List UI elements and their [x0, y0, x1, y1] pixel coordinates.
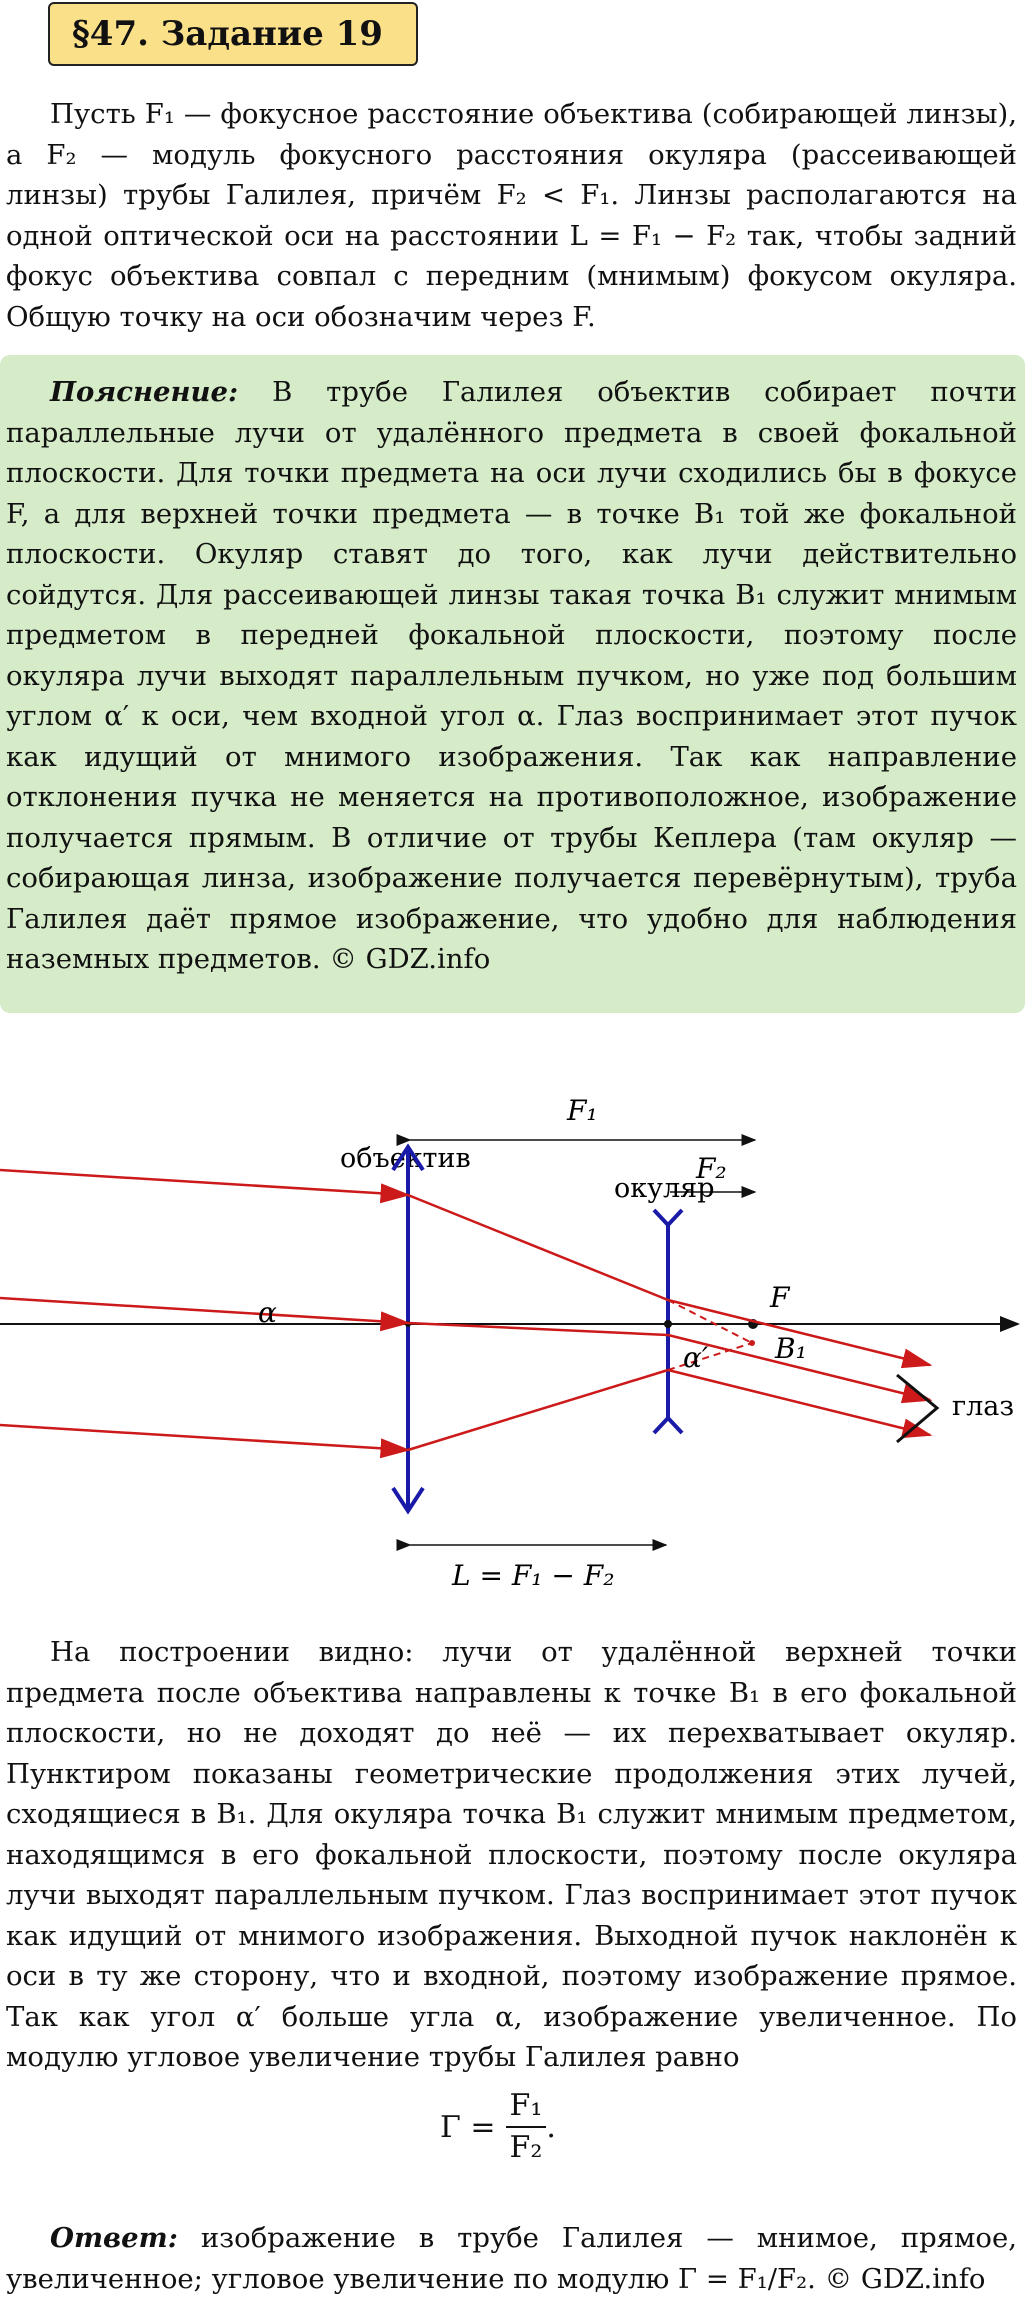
explanation-text: В трубе Галилея объектив собирает почти параллельные лучи от удалённого предмета в своей фокальной плоскости. Для точки предмета на оси лучи сходились бы в фокусе F, а для верхней точки предмета — в точке B₁ той же фокальной плоскости. Окуляр ставят до того, как лучи действительно сойдутся. Для рассеивающей линзы такая точка B₁ служит мнимым предметом в передней фокальной плоскости, поэтому после окуляра лучи выходят параллельным пучком, но уже под большим углом α′ к оси, чем входной угол α. Глаз воспринимает этот пучок как идущий от мнимого изображения. Так как направление отклонения пучка не меняется на противоположное, изображение получается прямым. В отличие от трубы Кеплера (там окуляр — собирающая линза, изображение получается перевёрнутым), труба Галилея даёт прямое изображение, что удобно для наблюдения наземных предметов. © GDZ.info — [6, 376, 1017, 975]
page-title: §47. Задание 19 — [48, 2, 418, 66]
ray-bot-mid — [408, 1370, 668, 1450]
formula-fraction — [506, 2086, 547, 2168]
answer-text: изображение в трубе Галилея — мнимое, прямое, увеличенное; угловое увеличение по модулю Γ = F₁/F₂. © GDZ.info — [6, 2222, 1017, 2295]
alpha-label: α — [258, 1296, 277, 1329]
explanation-label: Пояснение: — [50, 376, 239, 408]
eyepiece-label: окуляр — [614, 1173, 715, 1204]
ray-bot-out — [668, 1370, 930, 1435]
formula-denominator: F₂ — [509, 2130, 543, 2165]
ray-mid-in — [0, 1298, 408, 1323]
eye-label: глаз — [952, 1391, 1015, 1422]
ray-top-extension — [668, 1300, 752, 1343]
eyepiece-center-point — [664, 1320, 672, 1328]
body-paragraph: На построении видно: лучи от удалённой верхней точки предмета после объектива направлены к точке B₁ в его фокальной плоскости, но не доходят до неё — их перехватывает окуляр. Пунктиром показаны геометрические продолжения этих лучей, сходящиеся в B₁. Для окуляра точка B₁ служит мнимым предметом, находящимся в его фокальной плоскости, поэтому после окуляра лучи выходят параллельным пучком. Глаз воспринимает этот пучок как идущий от мнимого изображения. Выходной пучок наклонён к оси в ту же сторону, что и входной, поэтому изображение прямое. Так как угол α′ больше угла α, изображение увеличенное. По модулю угловое увеличение трубы Галилея равно — [6, 1636, 1017, 2073]
alpha-prime-label: α′ — [683, 1341, 709, 1374]
answer-label: Ответ: — [50, 2222, 178, 2254]
l-label: L = F₁ − F₂ — [452, 1559, 615, 1592]
focus-label: F — [770, 1281, 790, 1314]
eyepiece-bottom-mark — [654, 1418, 682, 1433]
intro-paragraph: Пусть F₁ — фокусное расстояние объектива (собирающей линзы), а F₂ — модуль фокусного расстояния окуляра (рассеивающей линзы) трубы Галилея, причём F₂ < F₁. Линзы располагаются на одной оптической оси на расстоянии L = F₁ − F₂ так, чтобы задний фокус объектива совпал с передним (мнимым) фокусом окуляра. Общую точку на оси обозначим через F. — [6, 98, 1017, 333]
ray-bot-extension — [668, 1343, 752, 1370]
f2-label: F₂ — [696, 1152, 727, 1185]
f1-label: F₁ — [567, 1094, 598, 1127]
magnification-formula — [440, 2086, 556, 2168]
formula-lhs: Γ = — [440, 2109, 496, 2145]
optics-diagram — [0, 1040, 1025, 1610]
objective-label: объектив — [340, 1143, 471, 1174]
formula-numerator: F₁ — [506, 2086, 547, 2128]
ray-bot-in — [0, 1425, 408, 1450]
formula-tail: . — [546, 2109, 556, 2145]
eyepiece-top-mark — [654, 1210, 682, 1225]
explanation-paragraph — [0, 372, 1025, 980]
answer-paragraph — [0, 2218, 1025, 2299]
b1-label: B₁ — [775, 1332, 807, 1365]
ray-top-mid — [408, 1195, 668, 1300]
